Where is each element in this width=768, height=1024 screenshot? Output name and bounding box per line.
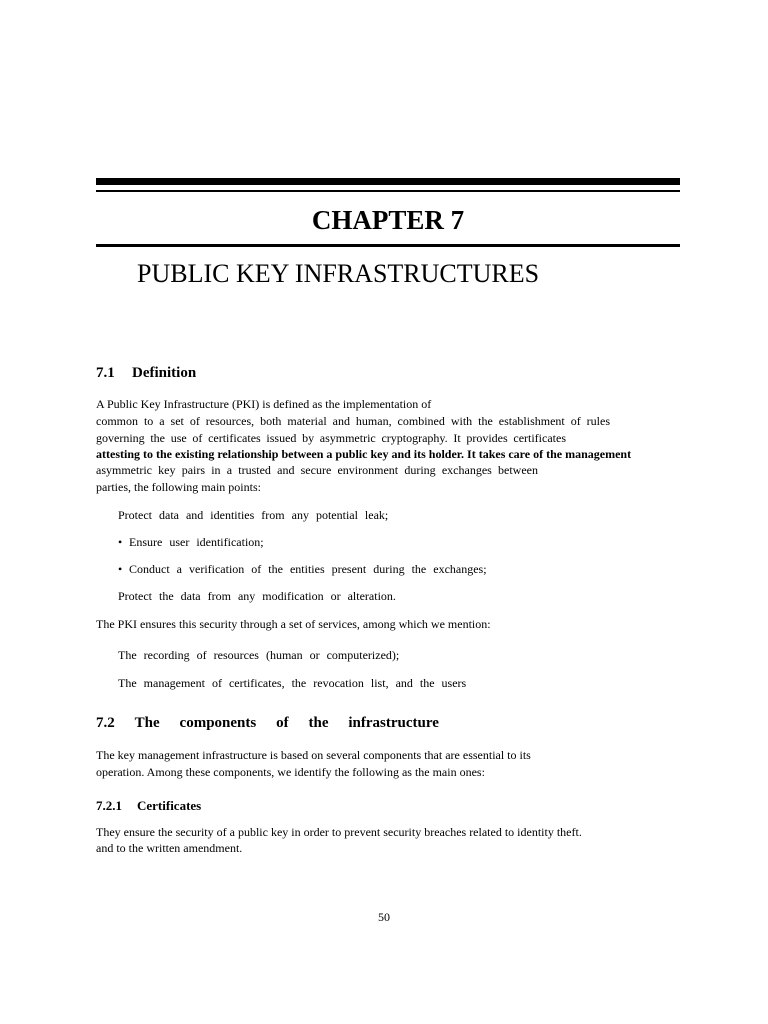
- paragraph-line: parties, the following main points:: [96, 480, 261, 494]
- list-item: [118, 534, 264, 550]
- header-thick-rule: [96, 178, 680, 185]
- section-title-word: The: [134, 715, 160, 731]
- paragraph-line: They ensure the security of a public key in order to prevent security breaches related to identity theft.: [96, 825, 582, 839]
- section-title-word: components: [179, 715, 257, 731]
- list-item: [118, 561, 487, 577]
- chapter-subtitle: PUBLIC KEY INFRASTRUCTURES: [137, 259, 540, 288]
- section-number: 7.1: [96, 365, 115, 381]
- section-title-word: the: [308, 715, 329, 731]
- service-item: The recording of resources (human or computerized);: [118, 648, 400, 662]
- services-intro: The PKI ensures this security through a set of services, among which we mention:: [96, 617, 491, 631]
- paragraph-line: The key management infrastructure is based on several components that are essential to its: [96, 748, 531, 762]
- paragraph-line: governing the use of certificates issued by asymmetric cryptography. It provides certificates: [96, 431, 566, 445]
- paragraph-line: operation. Among these components, we identify the following as the main ones:: [96, 765, 485, 779]
- chapter-title: CHAPTER 7: [311, 205, 465, 235]
- section-number: 7.2: [96, 715, 115, 731]
- bullet-icon: •: [118, 562, 123, 576]
- section-title: Definition: [132, 365, 197, 381]
- section-title-word: of: [276, 715, 289, 731]
- paragraph-line: and to the written amendment.: [96, 841, 243, 855]
- list-item: [118, 588, 396, 604]
- section-heading-7-1: [96, 363, 196, 383]
- paragraph-line: common to a set of resources, both material and human, combined with the establishment of rules: [96, 414, 610, 428]
- header-thin-rule: [96, 190, 680, 192]
- page-number: 50: [378, 910, 390, 924]
- list-item-text: Protect the data from any modification or alteration.: [118, 589, 396, 603]
- paragraph-line: asymmetric key pairs in a trusted and secure environment during exchanges between: [96, 463, 538, 477]
- subsection-heading-7-2-1: [96, 797, 201, 815]
- paragraph-line: A Public Key Infrastructure (PKI) is defined as the implementation of: [96, 397, 432, 411]
- list-item-text: Protect data and identities from any potential leak;: [118, 508, 389, 522]
- bullet-icon: •: [118, 535, 123, 549]
- service-item: The management of certificates, the revocation list, and the users: [118, 676, 467, 690]
- list-item: [118, 507, 388, 523]
- list-item-text: Conduct a verification of the entities present during the exchanges;: [129, 562, 487, 576]
- subsection-number: 7.2.1: [96, 798, 122, 813]
- section-heading-7-2: [96, 713, 439, 733]
- list-item-text: Ensure user identification;: [129, 535, 264, 549]
- chapter-title-underline: [96, 244, 680, 247]
- subsection-title: Certificates: [137, 798, 202, 813]
- section-title-word: infrastructure: [348, 715, 439, 731]
- paragraph-line-bold: attesting to the existing relationship between a public key and its holder. It takes care of the management: [96, 447, 632, 461]
